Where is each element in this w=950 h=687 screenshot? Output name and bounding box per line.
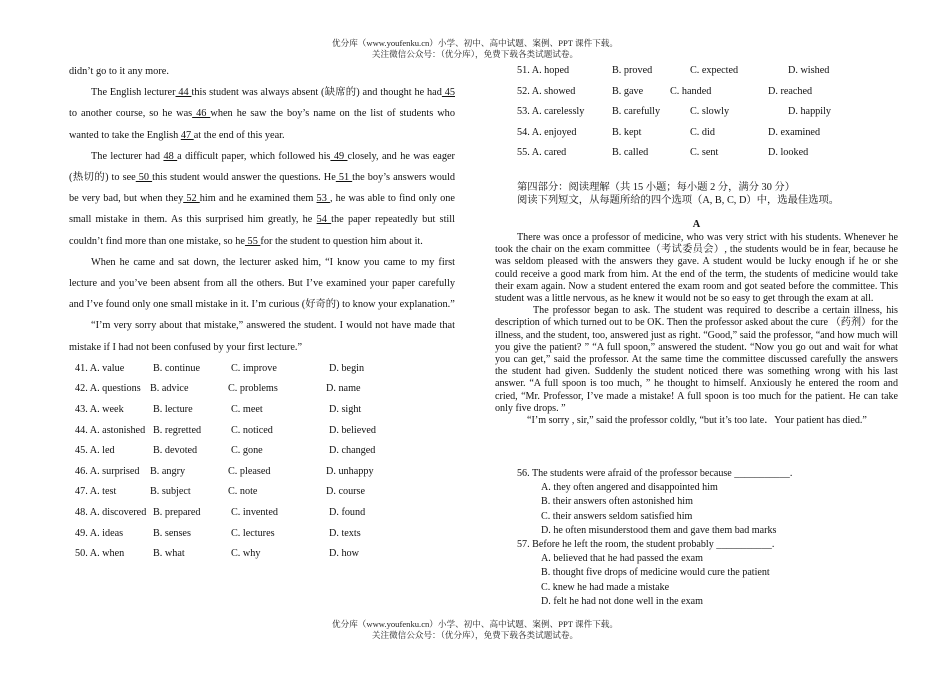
option-d: D. looked <box>768 147 809 159</box>
option-a: 49. A. ideas <box>75 527 124 539</box>
answer-option: B. thought five drops of medicine would cure the patient <box>541 567 770 579</box>
cloze-paragraph <box>69 82 455 146</box>
option-c: C. improve <box>231 362 277 374</box>
question-stem: 57. Before he left the room, the student probably ___________. <box>517 539 775 551</box>
blank-52: 52 <box>183 193 200 205</box>
option-b: B. kept <box>612 126 642 138</box>
cloze-text: for the student to question him about it. <box>260 235 423 247</box>
answer-option: D. he often misunderstood them and gave them bad marks <box>541 524 777 536</box>
option-c: C. note <box>228 486 258 498</box>
option-row <box>69 524 455 545</box>
option-d: D. reached <box>768 85 813 97</box>
answer-option: D. felt he had not done well in the exam <box>541 595 704 607</box>
option-c: C. pleased <box>228 465 271 477</box>
option-row <box>69 482 455 503</box>
option-b: B. gave <box>612 85 644 97</box>
questions-block <box>517 467 897 609</box>
footer-line-1: 优分库（www.youfenku.cn）小学、初中、高中试题、案例、PPT 课件下载。 <box>332 619 618 629</box>
option-row <box>69 441 455 462</box>
passage-paragraph: There was once a professor of medicine, who was very strict with his students. Whenever he took the chair on the exam committee（考试委员会）, the students would be in fear, because he was seldom pleased with the answers they gave. A student would be lucky enough if he or she could receive a good mark from him. At the end of the term, the students of medicine would take their exam again. Now a student entered the exam room and got seated before the committee. This student was a little nervous, as he knew it would not be so easy to get through the exam at all. <box>495 232 898 305</box>
section-instruction: 阅读下列短文，从每题所给的四个选项（A, B, C, D）中，选最佳选项。 <box>517 195 840 206</box>
option-b: B. lecture <box>153 404 193 416</box>
passage-label: A <box>692 219 701 230</box>
option-row <box>495 102 898 123</box>
option-d: D. begin <box>329 362 365 374</box>
option-d: D. changed <box>329 445 376 457</box>
cloze-paragraph: didn’t go to it any more. <box>69 66 169 77</box>
blank-45: 45 <box>441 87 455 99</box>
footer-line-2: 关注微信公众号：（优分库），免费下载各类试题试卷。 <box>371 630 579 640</box>
reading-passage-a <box>495 232 898 427</box>
option-d: D. found <box>329 507 366 518</box>
option-c: C. gone <box>231 445 263 457</box>
section-title: 第四部分：阅读理解（共 15 小题；每小题 2 分，满分 30 分） <box>517 182 796 193</box>
option-a: 46. A. surprised <box>75 465 140 477</box>
cloze-text: a difficult paper, which followed his <box>177 150 331 162</box>
option-d: D. examined <box>768 126 821 138</box>
section-4-heading <box>517 181 897 207</box>
option-b: B. angry <box>150 465 186 477</box>
option-row <box>495 143 898 164</box>
option-a: 48. A. discovered <box>75 507 147 518</box>
option-row <box>69 462 455 483</box>
option-d: D. name <box>326 383 361 395</box>
option-a: 50. A. when <box>75 548 125 560</box>
left-column <box>69 61 455 565</box>
blank-44: 44 <box>175 87 192 99</box>
cloze-text: the paper repeatedly but still couldn’t find more than one mistake, so he <box>69 214 456 247</box>
header-line-2: 关注微信公众号：（优分库），免费下载各类试题试卷。 <box>371 49 579 59</box>
option-c: C. meet <box>231 404 263 416</box>
option-a: 47. A. test <box>75 486 117 498</box>
cloze-text: this student would answer the questions. He <box>152 172 336 184</box>
cloze-text: this student was always absent (缺席的) and thought he had <box>191 87 442 99</box>
header-line-1: 优分库（www.youfenku.cn）小学、初中、高中试题、案例、PPT 课件下载。 <box>332 38 618 48</box>
option-d: D. course <box>326 486 366 498</box>
cloze-text: closely, and he was eager (热切的) to see <box>69 150 455 184</box>
option-c: C. slowly <box>690 106 730 118</box>
option-b: B. carefully <box>612 106 661 118</box>
option-c: C. handed <box>670 85 712 97</box>
option-c: C. did <box>690 126 715 138</box>
blank-46: 46 <box>192 108 211 120</box>
blank-55: 55 <box>244 235 261 247</box>
blank-54: 54 <box>316 214 332 226</box>
cloze-text: The English lecturer <box>91 87 176 99</box>
option-c: C. problems <box>228 383 278 395</box>
blank-53: 53 <box>316 193 330 205</box>
cloze-paragraph <box>69 146 455 252</box>
option-row <box>69 400 455 421</box>
cloze-text: to another course, so he was <box>69 108 193 120</box>
cloze-text: The lecturer had <box>91 150 164 162</box>
cloze-text: the boy’s answers would be very bad, but when they <box>69 172 456 205</box>
option-d: D. believed <box>329 424 376 436</box>
option-d: D. sight <box>329 404 362 416</box>
option-row <box>69 544 455 565</box>
option-b: B. called <box>612 147 649 159</box>
page-footer <box>0 619 950 641</box>
page-header <box>0 38 950 60</box>
option-c: C. why <box>231 548 261 560</box>
cloze-paragraph: “I’m very sorry about that mistake,” answered the student. I would not have made that mistake if I had not been confused by your first lecture.” <box>69 320 455 353</box>
option-a: 43. A. week <box>75 404 124 416</box>
answer-option: A. believed that he had passed the exam <box>541 553 704 565</box>
option-row <box>495 61 898 82</box>
cloze-text: at the end of this year. <box>193 129 285 141</box>
option-c: C. sent <box>690 147 719 159</box>
options-list-right <box>495 61 898 164</box>
option-b: B. devoted <box>153 445 198 457</box>
option-a: 44. A. astonished <box>75 424 146 436</box>
option-b: B. proved <box>612 65 653 76</box>
option-c: C. lectures <box>231 527 275 539</box>
option-b: B. continue <box>153 362 200 374</box>
option-a: 52. A. showed <box>517 85 576 97</box>
option-c: C. invented <box>231 507 278 518</box>
option-a: 41. A. value <box>75 362 125 374</box>
passage-paragraph: The professor began to ask. The student was required to describe a certain illness, his description of which turned out to be OK. Then the professor asked about the cure （药剂）for the illness, and the student, too, answered just as right. “Good,” said the professor, “and how much will you give the patient? ” “A full spoon,” answered the student. “Now you go out and wait for what you can get,” said the professor. At the same time the committee discussed carefully the answers the student had given. Suddenly the student noticed there was something wrong with his last answer. “A full spoon is too much, ” he thought to himself. Anxiously he entered the room and cried, “Mr. Professor, I’ve made a mistake! A full spoon is too much for the patient. He can take only five drops. ” <box>495 305 898 414</box>
option-d: D. wished <box>788 65 830 76</box>
option-c: C. expected <box>690 65 739 76</box>
option-d: D. texts <box>329 527 361 539</box>
blank-50: 50 <box>135 172 153 184</box>
passage-paragraph: “I’m sorry , sir,” said the professor coldly, “but it’s too late．Your patient has died.” <box>527 415 867 427</box>
answer-option: B. their answers often astonished him <box>541 496 693 508</box>
option-b: B. prepared <box>153 507 201 518</box>
option-a: 53. A. carelessly <box>517 106 585 118</box>
blank-51: 51 <box>335 172 353 184</box>
option-a: 42. A. questions <box>75 383 141 395</box>
cloze-text: when he saw the boy’s name on the list of students who wanted to take the English <box>69 108 455 141</box>
option-c: C. noticed <box>231 424 273 436</box>
blank-48: 48 <box>163 150 178 162</box>
option-a: 51. A. hoped <box>517 65 570 76</box>
option-a: 55. A. cared <box>517 147 567 159</box>
cloze-text: , he was able to find only one small mistake in them. As this surprised him greatly, he <box>69 193 455 226</box>
option-b: B. senses <box>153 527 191 539</box>
option-row <box>69 379 455 400</box>
option-b: B. subject <box>150 486 191 498</box>
question-stem: 56. The students were afraid of the professor because ___________. <box>517 468 793 479</box>
answer-option: C. their answers seldom satisfied him <box>541 510 693 522</box>
option-row <box>69 503 455 524</box>
option-row <box>69 421 455 442</box>
option-row <box>69 359 455 380</box>
option-d: D. how <box>329 548 359 560</box>
options-list-left <box>69 359 455 565</box>
option-row <box>495 82 898 103</box>
option-d: D. happily <box>788 106 832 118</box>
option-b: B. regretted <box>153 424 202 436</box>
option-b: B. what <box>153 548 185 560</box>
option-a: 45. A. led <box>75 445 115 457</box>
option-d: D. unhappy <box>326 465 374 477</box>
answer-option: A. they often angered and disappointed him <box>541 482 718 494</box>
answer-option: C. knew he had made a mistake <box>541 581 670 593</box>
option-b: B. advice <box>150 383 189 395</box>
blank-47: 47 <box>180 129 194 141</box>
blank-49: 49 <box>330 150 348 162</box>
option-a: 54. A. enjoyed <box>517 126 577 138</box>
cloze-text: him and he examined them <box>199 193 317 205</box>
cloze-paragraph: When he came and sat down, the lecturer asked him, “I know you came to my first lecture and you’ve been absent from all the others. But I’ve examined your paper carefully and I’ve found only one small mistake in it. I’m curious (好奇的) to know your explanation.” <box>69 256 455 311</box>
option-row <box>495 123 898 144</box>
